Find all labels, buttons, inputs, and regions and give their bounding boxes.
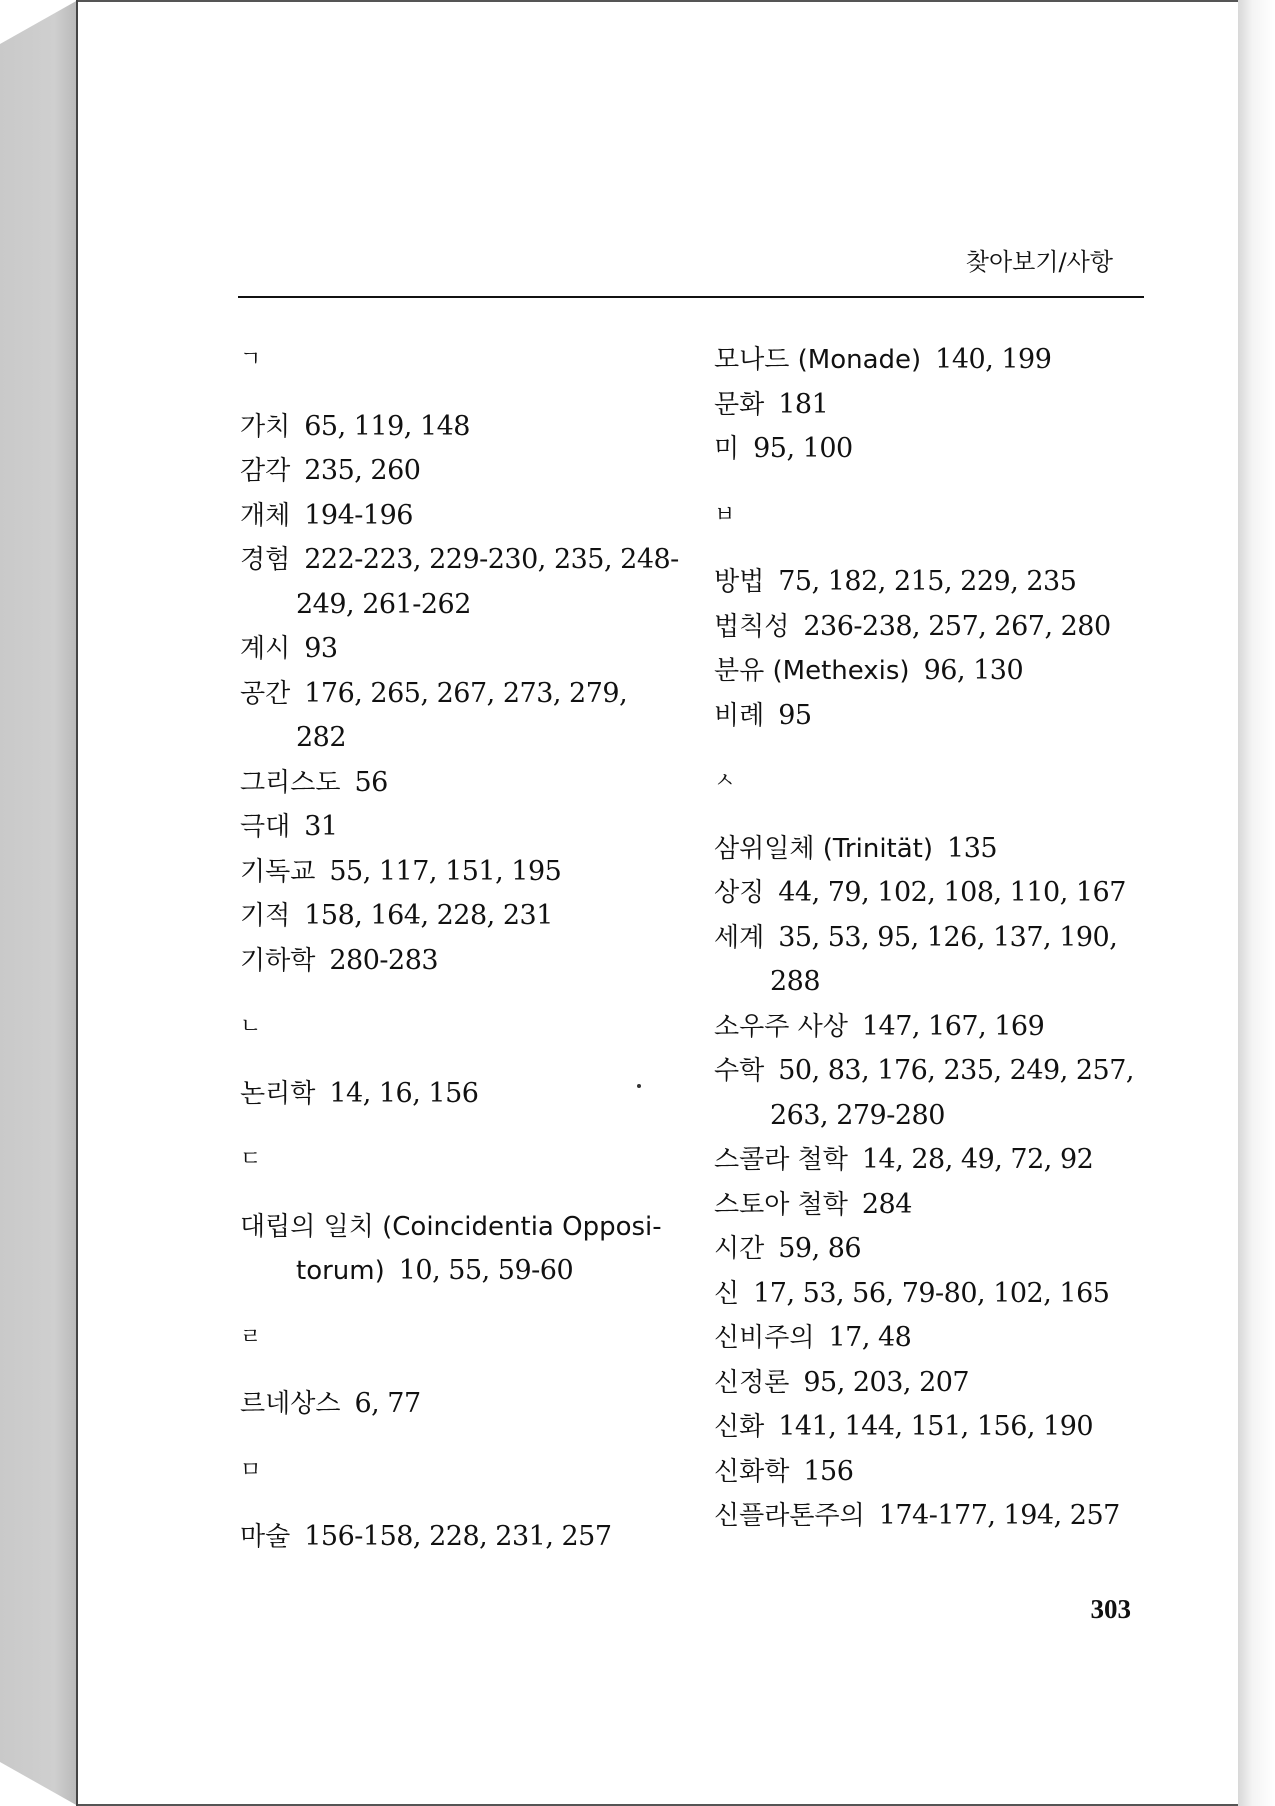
index-section [240,338,680,983]
index-entry [714,649,1164,694]
index-section [714,494,1164,739]
index-entry [240,1515,680,1560]
index-section [240,1138,680,1294]
index-pages: 10, 55, 59-60 [398,1255,574,1286]
index-term: 그리스도 [240,767,341,798]
spine-edge [0,0,78,1806]
index-pages: 95, 100 [753,433,853,464]
section-letter: ㄱ [240,347,262,372]
index-pages: 235, 260 [304,455,421,486]
index-entry [240,1072,680,1117]
index-entry [240,805,680,850]
index-pages: 174-177, 194, 257 [878,1500,1120,1531]
index-entry [240,449,680,494]
index-term: 신정론 [714,1367,790,1398]
index-term: 문화 [714,389,765,420]
index-entry [714,1227,1164,1272]
index-entry [714,338,1164,383]
index-entry [714,1049,1164,1138]
index-pages: 17, 53, 56, 79-80, 102, 165 [753,1277,1110,1309]
index-entry [240,761,680,806]
index-pages: 176, 265, 267, 273, 279, 282 [296,677,628,753]
index-term: 방법 [714,567,765,597]
index-entry [240,1205,680,1294]
index-term: 미 [714,434,740,464]
index-entry [240,894,680,939]
page-edge-shadow [1238,0,1275,1806]
index-term: 극대 [240,812,291,842]
index-entry [714,1405,1164,1450]
index-column-left [240,338,680,1560]
index-term: 신화학 [714,1456,790,1487]
index-pages: 14, 28, 49, 72, 92 [861,1144,1094,1175]
index-term: 소우주 사상 [714,1011,848,1042]
index-entry [240,405,680,450]
index-section [714,338,1164,472]
section-letter: ㅁ [240,1457,262,1483]
index-term: 공간 [240,678,291,709]
index-section [240,1316,680,1427]
section-letter: ㄷ [240,1147,262,1172]
index-entry [240,494,680,539]
index-entry [714,871,1164,916]
index-entry [714,1005,1164,1050]
index-pages: 59, 86 [778,1233,862,1264]
index-pages: 158, 164, 228, 231 [304,900,553,931]
index-term: 상징 [714,878,765,908]
index-entry [714,1272,1164,1317]
index-pages: 280-283 [329,944,439,976]
index-pages: 35, 53, 95, 126, 137, 190, 288 [770,921,1118,997]
index-pages: 96, 130 [923,655,1024,686]
index-entry [240,538,680,627]
index-entry [240,939,680,984]
index-term: 수학 [714,1056,765,1086]
index-term: 삼위일체 (Trinität) [714,833,934,864]
index-pages: 44, 79, 102, 108, 110, 167 [778,877,1126,908]
index-entry [714,827,1164,872]
index-pages: 14, 16, 156 [329,1077,479,1109]
index-pages: 31 [304,811,338,842]
index-entry [714,605,1164,650]
index-term: 대립의 일치 (Coincidentia Opposi-torum) [240,1211,662,1286]
index-entry [240,850,680,895]
index-pages: 135 [947,832,998,864]
index-entry [240,672,680,761]
index-pages: 75, 182, 215, 229, 235 [778,566,1077,597]
index-term: 계시 [240,634,291,664]
section-letter: ㅂ [714,502,736,528]
header-rule [238,296,1144,298]
index-pages: 147, 167, 169 [861,1010,1045,1042]
index-pages: 156 [803,1455,854,1487]
index-pages: 222-223, 229-230, 235, 248-249, 261-262 [296,544,679,620]
index-entry [714,1138,1164,1183]
index-term: 법칙성 [714,611,790,642]
index-entry [714,1316,1164,1361]
index-pages: 6, 77 [354,1388,421,1419]
index-term: 세계 [714,922,765,953]
index-term: 시간 [714,1234,765,1264]
index-term: 신비주의 [714,1323,815,1353]
index-entry [714,694,1164,739]
index-section [714,760,1164,1539]
index-pages: 93 [304,633,338,664]
print-speck [637,1084,641,1088]
index-term: 스토아 철학 [714,1189,848,1220]
index-pages: 194-196 [304,499,413,531]
index-entry [714,383,1164,428]
index-entry [240,627,680,672]
index-term: 분유 (Methexis) [714,656,910,686]
index-entry [240,1382,680,1427]
index-pages: 156-158, 228, 231, 257 [304,1521,612,1552]
index-entry [714,1361,1164,1406]
index-entry [714,427,1164,472]
index-term: 기적 [240,901,291,931]
index-entry [714,1494,1164,1539]
index-term: 경험 [240,545,291,575]
section-letter: ㅅ [714,769,736,794]
index-term: 신화 [714,1412,765,1442]
index-entry [714,1450,1164,1495]
section-letter: ㄴ [240,1014,262,1039]
index-pages: 55, 117, 151, 195 [329,855,562,887]
index-term: 신 [714,1278,740,1309]
index-term: 감각 [240,456,291,486]
running-head: 찾아보기/사항 [965,248,1113,276]
index-term: 논리학 [240,1078,316,1109]
index-entry [714,1183,1164,1228]
index-entry [714,916,1164,1005]
index-section [240,1449,680,1560]
index-term: 개체 [240,500,291,531]
index-pages: 181 [778,388,829,420]
index-pages: 50, 83, 176, 235, 249, 257, 263, 279-280 [770,1055,1134,1131]
index-pages: 65, 119, 148 [304,410,470,442]
index-pages: 284 [861,1188,912,1220]
index-term: 모나드 (Monade) [714,345,922,375]
index-term: 스콜라 철학 [714,1145,848,1175]
index-column-right [714,338,1164,1539]
index-pages: 236-238, 257, 267, 280 [803,610,1111,642]
index-pages: 141, 144, 151, 156, 190 [778,1411,1094,1442]
index-term: 비례 [714,700,765,731]
index-pages: 17, 48 [828,1322,912,1353]
index-term: 신플라톤주의 [714,1501,865,1531]
index-section [240,1005,680,1116]
index-term: 르네상스 [240,1389,341,1419]
index-pages: 95, 203, 207 [803,1366,970,1398]
page-number: 303 [1090,1594,1131,1624]
index-entry [714,560,1164,605]
index-pages: 140, 199 [935,344,1052,375]
index-pages: 56 [354,766,388,798]
index-term: 기하학 [240,945,316,976]
index-term: 마술 [240,1522,291,1552]
section-letter: ㄹ [240,1324,262,1350]
index-term: 기독교 [240,856,316,887]
index-term: 가치 [240,411,291,442]
index-pages: 95 [778,699,812,731]
